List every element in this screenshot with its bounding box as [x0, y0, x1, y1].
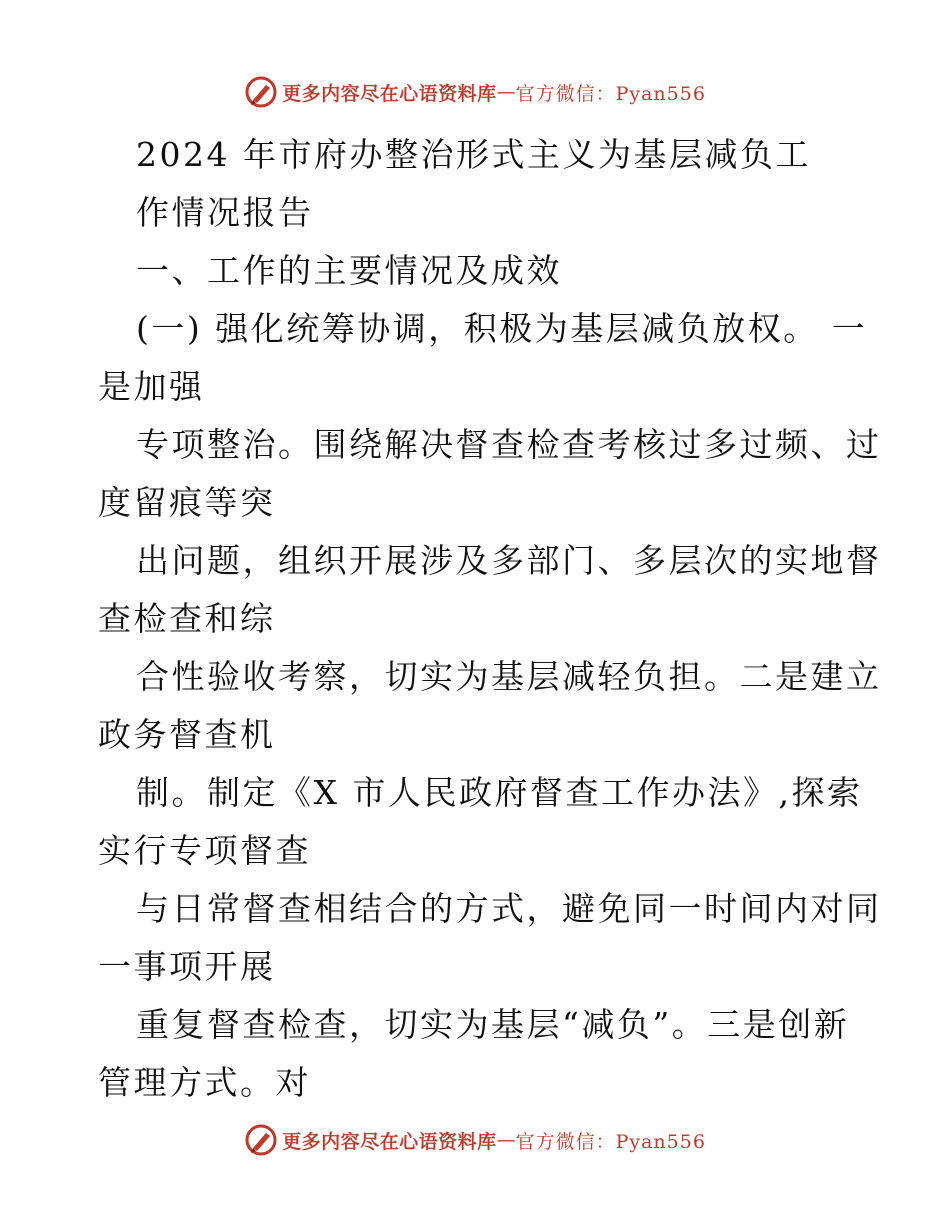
- watermark-site-text: 更多内容尽在心语资料库: [282, 82, 497, 105]
- watermark-site-text: 更多内容尽在心语资料库: [282, 1130, 497, 1153]
- document-line: 政务督查机: [98, 715, 276, 754]
- watermark-wechat-text: 官方微信：Pyan556: [515, 1130, 706, 1153]
- document-line: 度留痕等突: [98, 483, 276, 522]
- document-line: 制。制定《X 市人民政府督查工作办法》,探索: [136, 773, 863, 812]
- document-line: (一) 强化统筹协调，积极为基层减负放权。 一: [136, 309, 868, 348]
- watermark-dash: —: [496, 1129, 516, 1151]
- document-line: 查检查和综: [98, 599, 276, 638]
- document-line: 重复督查检查，切实为基层“减负”。三是创新: [136, 1005, 850, 1044]
- document-line: 实行专项督查: [98, 831, 311, 870]
- document-line: 管理方式。对: [98, 1063, 311, 1102]
- watermark-footer: [0, 1120, 950, 1160]
- document-line: 作情况报告: [136, 193, 314, 232]
- watermark-dash: —: [496, 81, 516, 103]
- watermark-wechat-text: 官方微信：Pyan556: [515, 82, 706, 105]
- document-line: 一、工作的主要情况及成效: [136, 251, 562, 290]
- document-line: 合性验收考察，切实为基层减轻负担。二是建立: [136, 657, 882, 696]
- document-line: 与日常督查相结合的方式，避免同一时间内对同: [136, 889, 882, 928]
- document-line: 是加强: [98, 367, 205, 406]
- document-line: 专项整治。围绕解决督查检查考核过多过频、过: [136, 425, 882, 464]
- document-line: 一事项开展: [98, 947, 276, 986]
- document-line: 2024 年市府办整治形式主义为基层减负工: [136, 135, 811, 174]
- document-body: [98, 126, 882, 1112]
- watermark-header: [0, 72, 950, 112]
- pen-logo-icon: [244, 75, 278, 109]
- pen-logo-icon: [244, 1123, 278, 1157]
- document-line: 出问题，组织开展涉及多部门、多层次的实地督: [136, 541, 882, 580]
